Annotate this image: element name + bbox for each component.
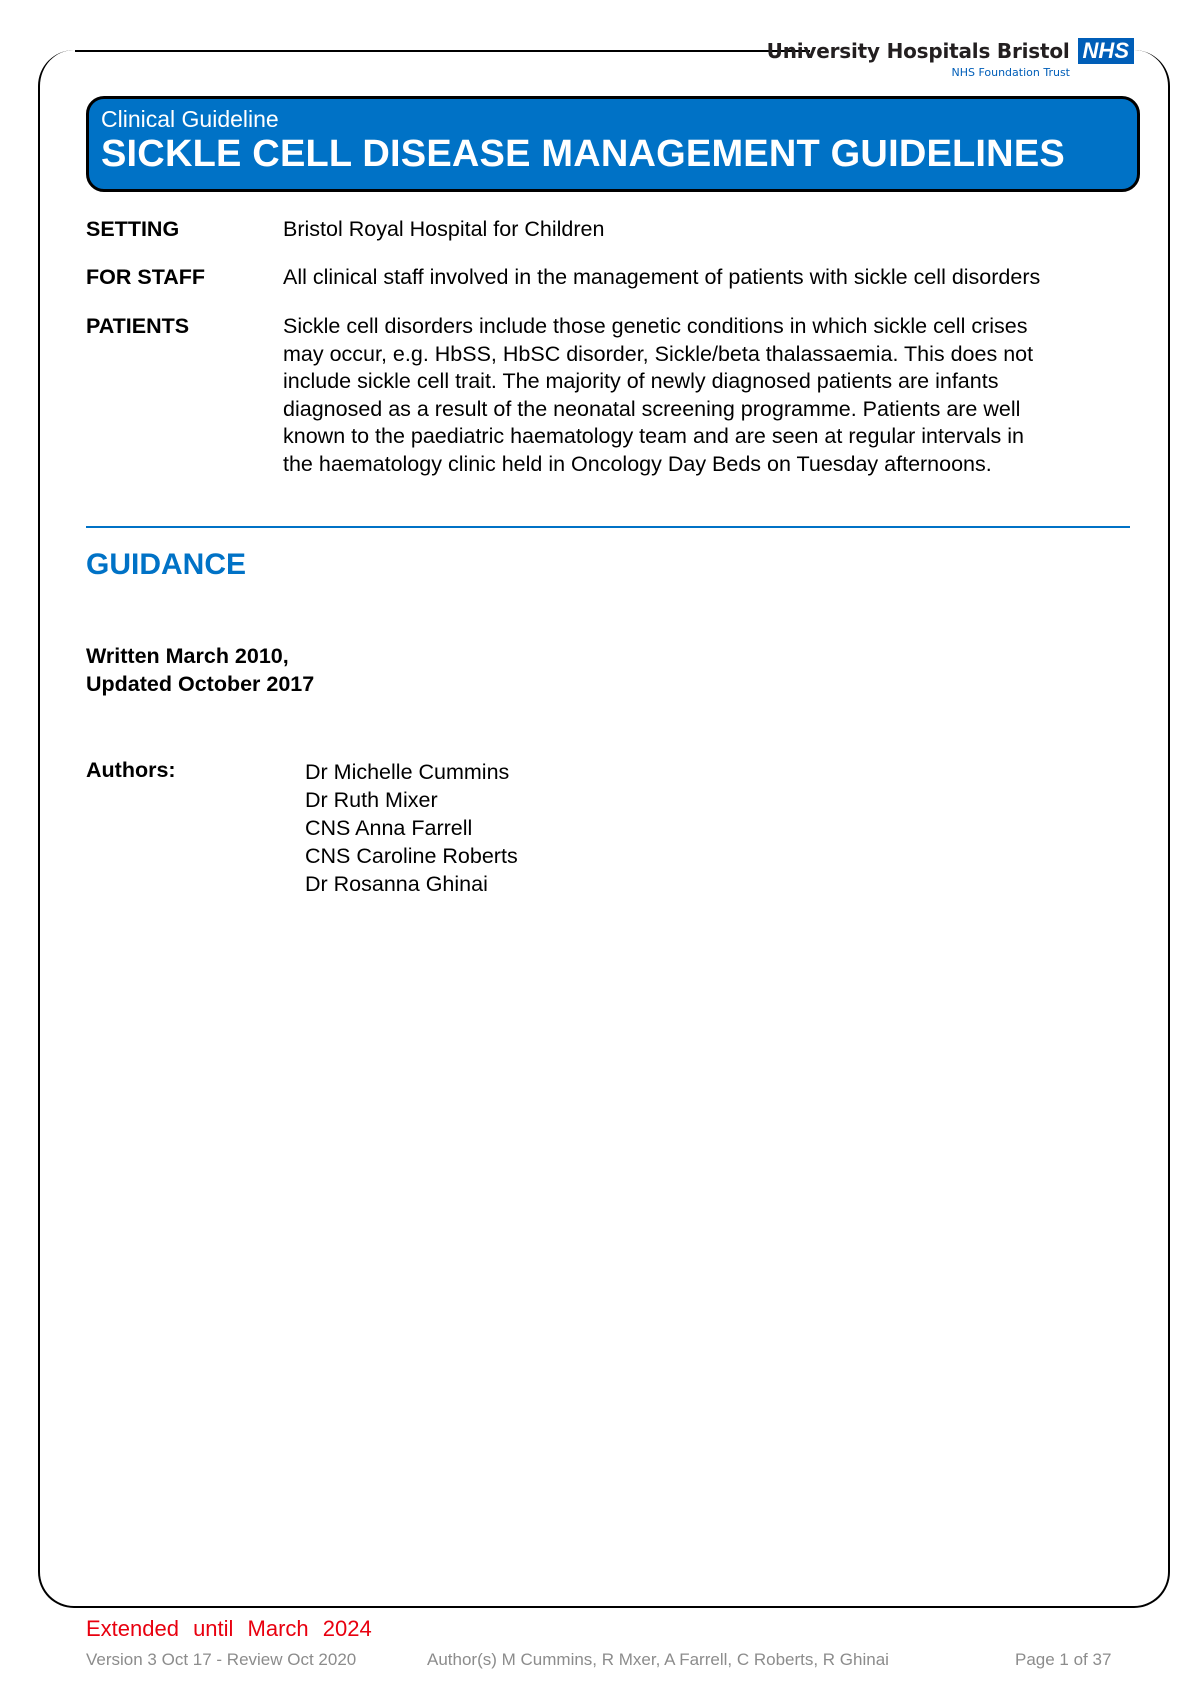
patients-line: Sickle cell disorders include those genetic conditions in which sickle cell crises (283, 314, 1028, 338)
org-name: University Hospitals Bristol (766, 39, 1070, 63)
patients-line: may occur, e.g. HbSS, HbSC disorder, Sickle/beta thalassaemia. This does not (283, 341, 1034, 366)
nhs-badge: NHS (1078, 38, 1134, 64)
patients-value (283, 313, 1149, 478)
setting-label: SETTING (86, 217, 180, 241)
authors-label: Authors: (86, 758, 176, 782)
document-title: SICKLE CELL DISEASE MANAGEMENT GUIDELINES (101, 133, 1065, 175)
author-item: Dr Rosanna Ghinai (305, 872, 488, 896)
frame-top-rule (75, 50, 810, 52)
trust-line: NHS Foundation Trust (951, 66, 1070, 79)
guideline-kind: Clinical Guideline (101, 106, 279, 132)
written-date: Written March 2010, (86, 644, 289, 668)
guidance-heading: GUIDANCE (86, 548, 247, 581)
trust-logo (767, 38, 1134, 79)
staff-value: All clinical staff involved in the management of patients with sickle cell disorders (283, 265, 1041, 289)
staff-label: FOR STAFF (86, 265, 206, 289)
author-item: CNS Caroline Roberts (305, 844, 518, 868)
extended-notice: Extended until March 2024 (86, 1616, 372, 1641)
section-divider (86, 526, 1130, 528)
title-banner (86, 96, 1140, 192)
author-item: CNS Anna Farrell (305, 816, 473, 840)
updated-date: Updated October 2017 (86, 672, 315, 696)
document-dates (86, 642, 314, 698)
author-item: Dr Ruth Mixer (305, 788, 438, 812)
footer-version: Version 3 Oct 17 - Review Oct 2020 (86, 1650, 357, 1669)
patients-line: the haematology clinic held in Oncology Day Beds on Tuesday afternoons. (283, 451, 992, 476)
patients-line: diagnosed as a result of the neonatal screening programme. Patients are well (283, 396, 1021, 421)
author-item: Dr Michelle Cummins (305, 760, 510, 784)
footer-page-number: Page 1 of 37 (1015, 1650, 1112, 1669)
patients-line: include sickle cell trait. The majority of newly diagnosed patients are infants (283, 369, 999, 393)
setting-value: Bristol Royal Hospital for Children (283, 217, 605, 241)
patients-label: PATIENTS (86, 314, 190, 338)
authors-list (305, 758, 518, 898)
patients-line: known to the paediatric haematology team and are seen at regular intervals in (283, 424, 1024, 448)
footer-authors: Author(s) M Cummins, R Mxer, A Farrell, C Roberts, R Ghinai (427, 1650, 889, 1669)
